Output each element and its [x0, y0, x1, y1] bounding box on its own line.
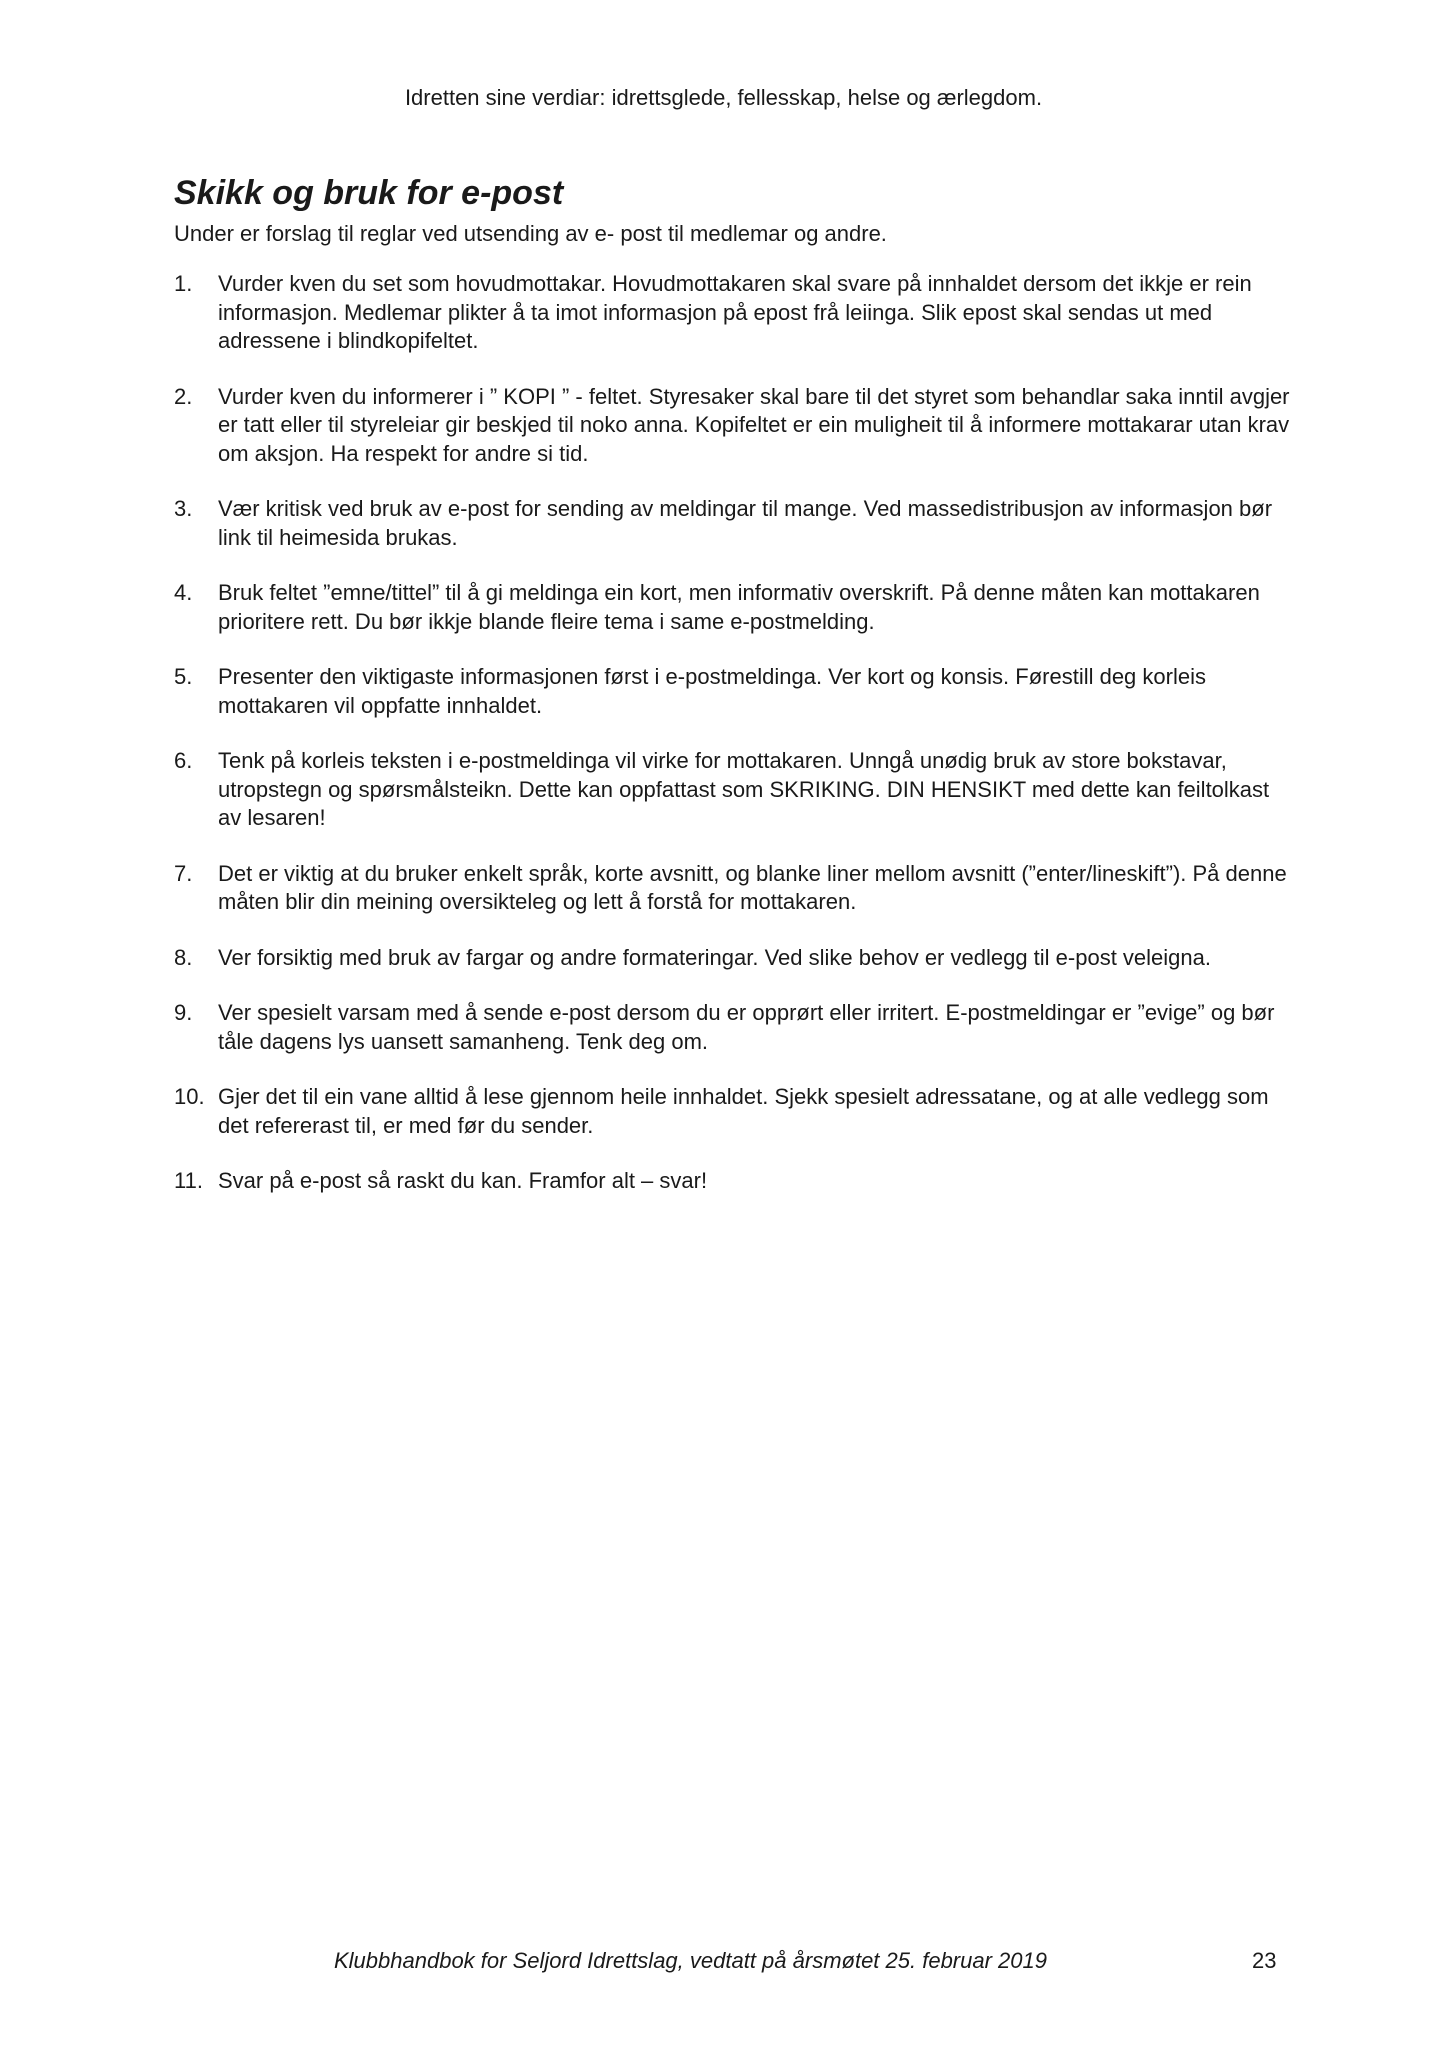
rule-item-11 — [174, 1167, 1294, 1196]
rule-number: 3. — [174, 496, 193, 521]
rule-item-9 — [174, 999, 1294, 1056]
rule-number: 4. — [174, 580, 193, 605]
rule-number: 8. — [174, 944, 193, 970]
rule-number: 5. — [174, 664, 193, 689]
rule-text: Bruk feltet ”emne/tittel” til å gi meldinga ein kort, men informativ overskrift. På denne måten kan mottakaren prioritere rett. Du bør ikkje blande fleire tema i same e-postmelding. — [218, 580, 1260, 634]
page-footer — [0, 1946, 1447, 1976]
rule-text: Gjer det til ein vane alltid å lese gjennom heile innhaldet. Sjekk spesielt adressatane, og at alle vedlegg som det refererast til, er med før du sender. — [218, 1084, 1269, 1138]
rule-text: Svar på e-post så raskt du kan. Framfor alt – svar! — [218, 1168, 708, 1193]
rule-text: Tenk på korleis teksten i e-postmeldinga vil virke for mottakaren. Unngå unødig bruk av store bokstavar, utropstegn og spørsmålsteikn. Dette kan oppfattast som SKRIKING. DIN HENSIKT med dette kan feiltolkast av lesaren! — [218, 748, 1270, 830]
rule-item-5 — [174, 663, 1294, 720]
rule-number: 10. — [174, 1084, 205, 1109]
rule-number: 2. — [174, 383, 193, 409]
rule-number: 7. — [174, 860, 193, 886]
rule-text: Ver spesielt varsam med å sende e-post dersom du er opprørt eller irritert. E-postmeldingar er ”evige” og bør tåle dagens lys uansett samanheng. Tenk deg om. — [218, 1000, 1275, 1054]
rule-text: Det er viktig at du bruker enkelt språk, korte avsnitt, og blanke liner mellom avsnitt (”enter/lineskift”). På denne måten blir din meining oversikteleg og lett å forstå for mottakaren. — [218, 860, 1287, 914]
footer-text: Klubbhandbok for Seljord Idrettslag, vedtatt på årsmøtet 25. februar 2019 — [334, 1948, 1047, 1973]
header-tagline: Idretten sine verdiar: idrettsglede, fellesskap, helse og ærlegdom. — [404, 85, 1043, 110]
rule-item-1 — [174, 270, 1294, 356]
page-title: Skikk og bruk for e-post — [174, 174, 564, 212]
rule-text: Presenter den viktigaste informasjonen først i e-postmeldinga. Ver kort og konsis. Førestill deg korleis mottakaren vil oppfatte innhaldet. — [218, 664, 1206, 718]
rule-item-3 — [174, 495, 1294, 552]
rule-text: Vurder kven du set som hovudmottakar. Hovudmottakaren skal svare på innhaldet dersom det ikkje er rein informasjon. Medlemar plikter å ta imot informasjon på epost frå leiinga. Slik epost skal sendas ut med adressene i blindkopifeltet. — [218, 271, 1252, 353]
rule-number: 1. — [174, 271, 193, 296]
rule-item-8 — [174, 944, 1294, 973]
rule-number: 6. — [174, 748, 193, 773]
intro-text: Under er forslag til reglar ved utsending av e- post til medlemar og andre. — [174, 221, 887, 246]
page-header — [0, 84, 1447, 112]
rule-item-6 — [174, 747, 1294, 833]
rule-item-4 — [174, 579, 1294, 636]
rule-number: 9. — [174, 1000, 193, 1025]
rule-text: Vær kritisk ved bruk av e-post for sending av meldingar til mange. Ved massedistribusjon av informasjon bør link til heimesida brukas. — [218, 496, 1273, 550]
rule-item-2 — [174, 383, 1294, 469]
rule-text: Vurder kven du informerer i ” KOPI ” - feltet. Styresaker skal bare til det styret som behandlar saka inntil avgjer er tatt eller til styreleiar gir beskjed til noko anna. Kopifeltet er ein muligheit til å informere mottakarar utan krav om aksjon. Ha respekt for andre si tid. — [218, 383, 1290, 466]
page-number: 23 — [1252, 1948, 1277, 1973]
rules-list — [174, 270, 1294, 1196]
rule-item-7 — [174, 860, 1294, 917]
rule-item-10 — [174, 1083, 1294, 1140]
rule-text: Ver forsiktig med bruk av fargar og andre formateringar. Ved slike behov er vedlegg til e-post veleigna. — [218, 944, 1211, 970]
main-content — [174, 172, 1294, 1223]
rule-number: 11. — [174, 1168, 203, 1193]
